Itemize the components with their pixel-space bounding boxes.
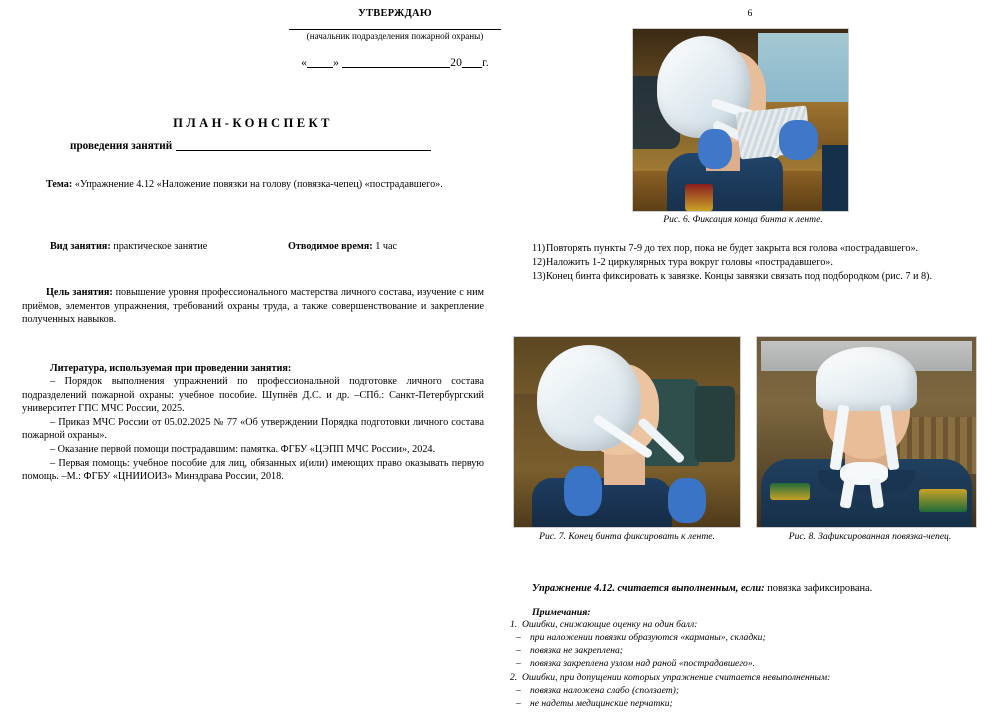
step-item — [508, 256, 992, 270]
document-page-right — [500, 0, 1000, 727]
note-text: Ошибки, при допущении которых упражнение считается невыполненным: — [522, 671, 831, 683]
chair-region — [695, 386, 736, 462]
notes-heading: Примечания: — [532, 606, 591, 618]
goal-paragraph — [22, 286, 484, 327]
approval-date-line — [284, 56, 506, 69]
theme-paragraph — [22, 178, 484, 192]
note-item — [508, 631, 992, 644]
glove-region — [668, 478, 706, 524]
figure-pair — [508, 336, 992, 528]
step-item — [508, 270, 992, 284]
note-marker: – — [516, 684, 521, 696]
epaulette-region — [770, 483, 809, 500]
steps-list — [508, 242, 992, 283]
literature-heading: Литература, используемая при проведении занятия: — [50, 363, 292, 374]
note-marker: 1. — [510, 618, 518, 630]
result-paragraph — [508, 582, 992, 596]
note-item — [508, 644, 992, 657]
theme-section — [22, 178, 484, 192]
lesson-kind-group — [50, 241, 207, 252]
result-text: повязка зафиксирована. — [767, 583, 873, 595]
approval-block — [284, 8, 506, 69]
date-quote-close: » — [333, 56, 340, 69]
goal-text: повышение уровня профессионального мастерства личного состава, изучение с ним приёмов, элементов упражнения, требований охраны труда, а также совершенствование и закрепление полученных навыков. — [22, 287, 484, 326]
page-title: ПЛАН-КОНСПЕКТ — [173, 116, 333, 130]
theme-label: Тема: — [46, 179, 73, 190]
note-text: повязка наложена слабо (сползает); — [530, 684, 680, 696]
step-item — [508, 242, 992, 256]
literature-item: – Порядок выполнения упражнений по профессиональной подготовке личного состава подразделений пожарной охраны: учебное пособие. Шупнёв Д.С. и др. –СПб.: Санкт-Петербургский университет ГПС МЧС России, 2025. — [22, 376, 484, 415]
literature-item: – Первая помощь: учебное пособие для лиц, обязанных и(или) имеющих право оказывать первую помощь. –М.: ФГБУ «ЦНИИОИЗ» Минздрава России, 2018. — [22, 457, 484, 483]
glove-region — [564, 466, 602, 515]
date-month-blank — [342, 57, 450, 68]
figure-8-image — [756, 336, 977, 528]
note-text: повязка закреплена узлом над раной «пострадавшего». — [530, 658, 756, 670]
note-item — [508, 618, 992, 631]
date-year-blank — [462, 57, 482, 68]
theme-text: «Упражнение 4.12 «Наложение повязки на голову (повязка-чепец) «пострадавшего». — [74, 179, 443, 190]
epaulette-region — [919, 489, 967, 512]
note-text: повязка не закреплена; — [530, 645, 624, 657]
photo-fig6 — [633, 29, 848, 211]
goal-label: Цель занятия: — [46, 287, 113, 298]
note-marker: – — [516, 658, 521, 670]
date-day-blank — [307, 57, 333, 68]
page-number: 6 — [747, 8, 753, 19]
approval-signature-rule — [289, 29, 501, 30]
date-year-prefix: 20 — [450, 56, 463, 69]
note-text: не надеты медицинские перчатки; — [530, 698, 673, 709]
step-number: 13) — [532, 270, 546, 282]
figure-6-image — [632, 28, 849, 212]
note-item — [508, 697, 992, 710]
torso-region — [532, 478, 672, 527]
approval-title: УТВЕРЖДАЮ — [358, 8, 432, 19]
note-item — [508, 684, 992, 697]
figure-7-image — [513, 336, 741, 528]
date-year-suffix: г. — [482, 56, 489, 69]
step-text: Конец бинта фиксировать к завязке. Концы завязки связать под подбородком (рис. 7 и 8). — [546, 270, 933, 282]
result-block — [508, 572, 992, 710]
figure-7-caption: Рис. 7. Конец бинта фиксировать к ленте. — [539, 531, 715, 542]
glove-region — [698, 129, 732, 169]
date-quote-open: « — [301, 56, 308, 69]
result-label: Упражнение 4.12. считается выполненным, если: — [532, 583, 765, 595]
allotted-time-group — [288, 241, 397, 252]
step-number: 11) — [532, 243, 546, 254]
epaulette-region — [685, 184, 713, 211]
literature-item: – Оказание первой помощи пострадавшим: памятка. ФГБУ «ЦЭПП МЧС России», 2024. — [50, 443, 436, 455]
figure-8-caption: Рис. 8. Зафиксированная повязка-чепец. — [788, 531, 952, 542]
note-marker: – — [516, 645, 521, 657]
step-number: 12) — [532, 256, 546, 268]
allotted-time-value: 1 час — [375, 241, 398, 252]
figure-6-caption: Рис. 6. Фиксация конца бинта к ленте. — [663, 214, 823, 225]
glove-region — [779, 120, 818, 160]
document-subtitle: проведения занятий — [70, 140, 173, 152]
allotted-time-label: Отводимое время: — [288, 241, 373, 252]
step-text: Повторять пункты 7-9 до тех пор, пока не будет закрыта вся голова «пострадавшего». — [546, 243, 919, 254]
subtitle-blank-rule — [176, 139, 431, 151]
note-marker: – — [516, 698, 521, 709]
lesson-kind-label: Вид занятия: — [50, 241, 111, 252]
photo-fig7 — [514, 337, 740, 527]
note-marker: 2. — [510, 671, 518, 683]
window-region — [758, 33, 849, 106]
note-text: Ошибки, снижающие оценку на один балл: — [522, 618, 698, 630]
note-marker: – — [516, 631, 521, 643]
note-item — [508, 657, 992, 670]
literature-section — [22, 363, 484, 484]
goal-section — [22, 286, 484, 327]
note-text: при наложении повязки образуются «карманы», складки; — [530, 631, 766, 643]
approval-subtitle: (начальник подразделения пожарной охраны) — [306, 31, 484, 41]
step-text: Наложить 1-2 циркулярных тура вокруг головы «пострадавшего». — [546, 256, 833, 268]
note-item — [508, 671, 992, 684]
literature-item: – Приказ МЧС России от 05.02.2025 № 77 «Об утверждении Порядка подготовки личного состава пожарной охраны». — [22, 416, 484, 442]
lesson-kind-value: практическое занятие — [113, 241, 208, 252]
bandage-cap-region — [816, 347, 917, 412]
assistant-arm-region — [822, 145, 849, 211]
document-subtitle-row — [70, 139, 484, 152]
photo-fig8 — [757, 337, 976, 527]
